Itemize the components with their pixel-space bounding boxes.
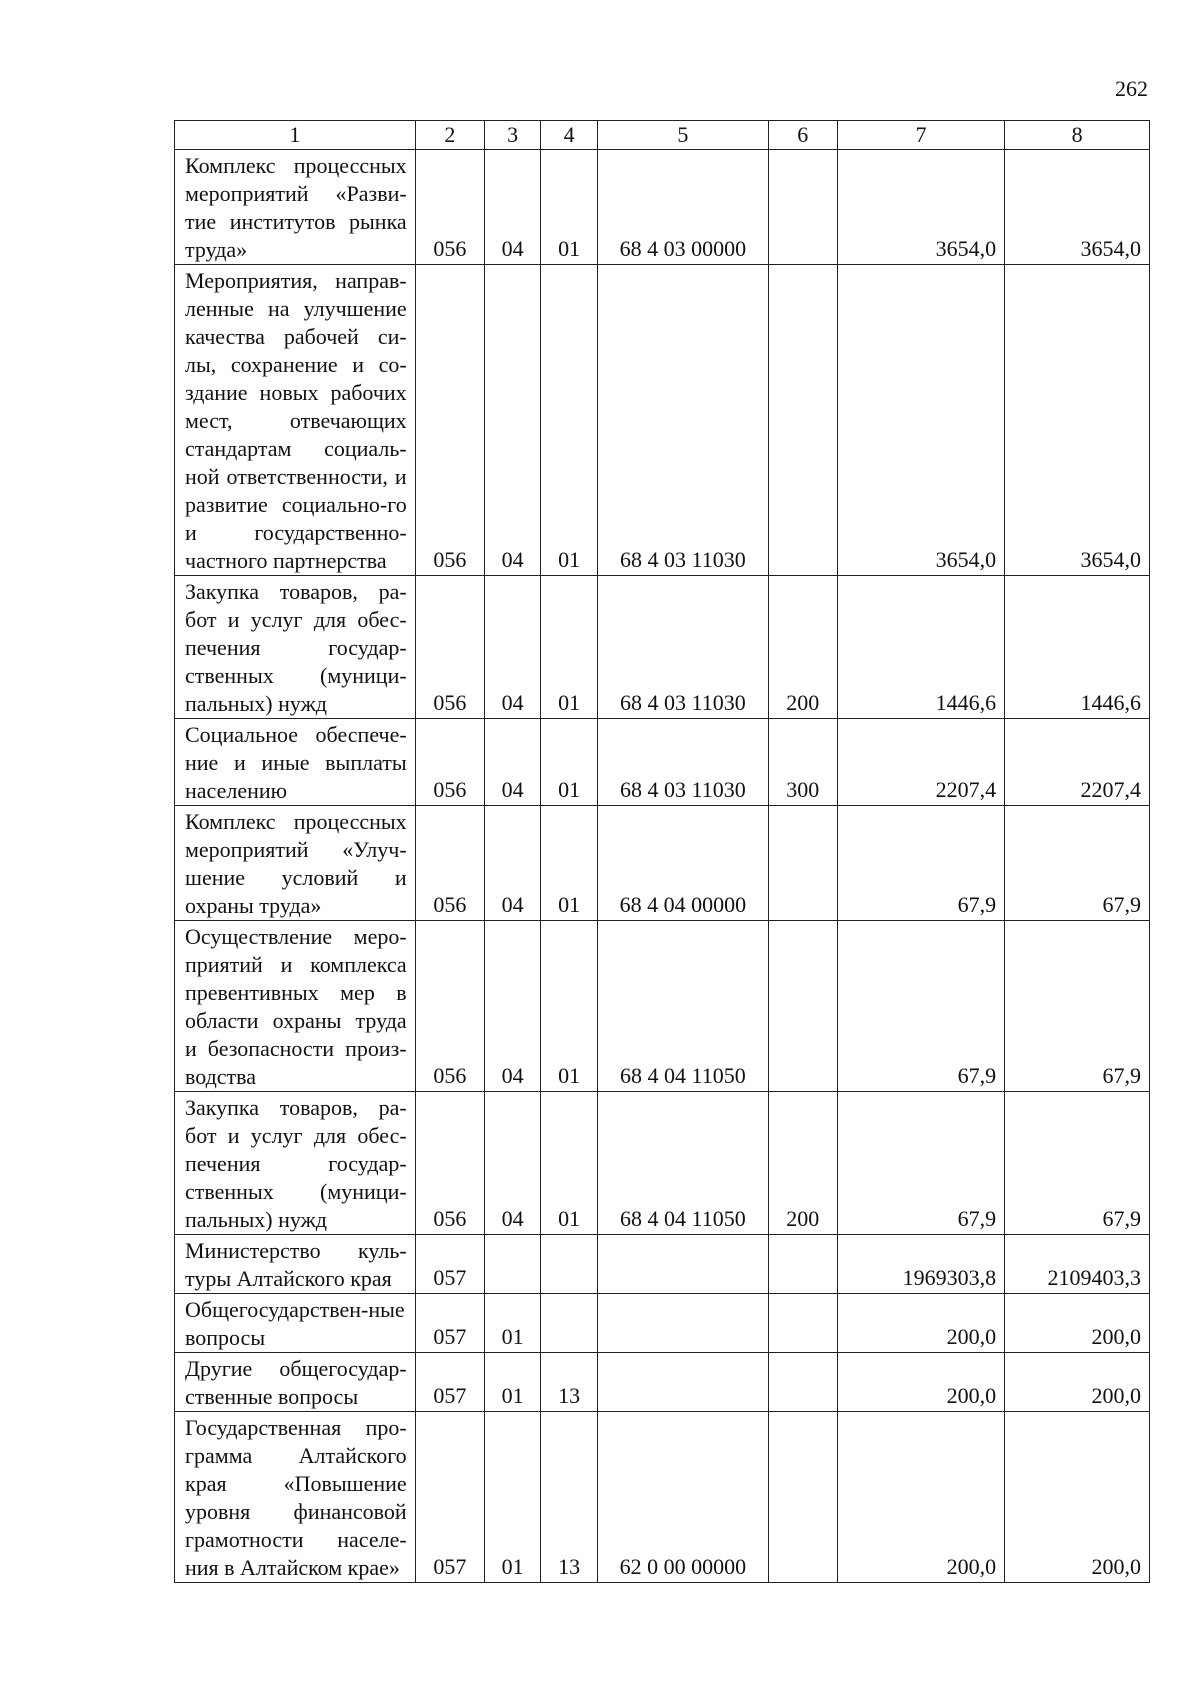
header-cell: 3 <box>485 121 541 150</box>
amount-col7-cell: 2207,4 <box>837 719 1004 806</box>
expense-type-cell <box>768 1235 837 1294</box>
amount-col8-cell: 3654,0 <box>1005 265 1150 576</box>
target-article-cell: 68 4 03 11030 <box>598 576 768 719</box>
amount-col7-cell: 3654,0 <box>837 150 1004 265</box>
row-name-cell: Общегосударствен-ные вопросы <box>175 1294 416 1353</box>
header-cell: 4 <box>541 121 598 150</box>
section-cell: 01 <box>485 1294 541 1353</box>
ministry-code-cell: 056 <box>415 719 484 806</box>
row-name-cell: Осуществление меро-приятий и комплекса превентивных мер в области охраны труда и безопасности произ-водства <box>175 921 416 1092</box>
ministry-code-cell: 057 <box>415 1353 484 1412</box>
ministry-code-cell: 056 <box>415 1092 484 1235</box>
section-cell: 04 <box>485 576 541 719</box>
amount-col8-cell: 67,9 <box>1005 1092 1150 1235</box>
subsection-cell: 01 <box>541 150 598 265</box>
expense-type-cell <box>768 1412 837 1583</box>
table-row <box>175 150 1150 265</box>
ministry-code-cell: 056 <box>415 576 484 719</box>
header-cell: 1 <box>175 121 416 150</box>
ministry-code-cell: 056 <box>415 150 484 265</box>
section-cell: 04 <box>485 719 541 806</box>
subsection-cell <box>541 1235 598 1294</box>
header-cell: 6 <box>768 121 837 150</box>
row-name-cell: Министерство куль-туры Алтайского края <box>175 1235 416 1294</box>
amount-col7-cell: 67,9 <box>837 1092 1004 1235</box>
table-row <box>175 921 1150 1092</box>
subsection-cell: 01 <box>541 1092 598 1235</box>
row-name-cell: Государственная про-грамма Алтайского края «Повышение уровня финансовой грамотности населе-ния в Алтайском крае» <box>175 1412 416 1583</box>
subsection-cell: 01 <box>541 265 598 576</box>
row-name-cell: Социальное обеспече-ние и иные выплаты населению <box>175 719 416 806</box>
row-name-cell: Закупка товаров, ра-бот и услуг для обес-печения государ-ственных (муници-пальных) нужд <box>175 1092 416 1235</box>
amount-col7-cell: 200,0 <box>837 1412 1004 1583</box>
expense-type-cell <box>768 1353 837 1412</box>
ministry-code-cell: 057 <box>415 1412 484 1583</box>
table-row <box>175 1353 1150 1412</box>
expense-type-cell: 200 <box>768 1092 837 1235</box>
amount-col8-cell: 2207,4 <box>1005 719 1150 806</box>
ministry-code-cell: 057 <box>415 1294 484 1353</box>
amount-col7-cell: 3654,0 <box>837 265 1004 576</box>
amount-col8-cell: 200,0 <box>1005 1412 1150 1583</box>
header-cell: 2 <box>415 121 484 150</box>
target-article-cell <box>598 1353 768 1412</box>
amount-col7-cell: 1969303,8 <box>837 1235 1004 1294</box>
subsection-cell: 01 <box>541 719 598 806</box>
amount-col8-cell: 200,0 <box>1005 1353 1150 1412</box>
header-row <box>175 121 1150 150</box>
subsection-cell <box>541 1294 598 1353</box>
expense-type-cell <box>768 150 837 265</box>
expense-type-cell <box>768 806 837 921</box>
target-article-cell: 68 4 03 00000 <box>598 150 768 265</box>
expense-type-cell <box>768 265 837 576</box>
row-name-cell: Закупка товаров, ра-бот и услуг для обес-печения государ-ственных (муници-пальных) нужд <box>175 576 416 719</box>
section-cell: 04 <box>485 150 541 265</box>
amount-col8-cell: 2109403,3 <box>1005 1235 1150 1294</box>
target-article-cell: 68 4 04 11050 <box>598 921 768 1092</box>
table-row <box>175 1412 1150 1583</box>
expense-type-cell <box>768 921 837 1092</box>
subsection-cell: 01 <box>541 921 598 1092</box>
amount-col8-cell: 1446,6 <box>1005 576 1150 719</box>
target-article-cell: 68 4 03 11030 <box>598 265 768 576</box>
ministry-code-cell: 056 <box>415 806 484 921</box>
amount-col7-cell: 67,9 <box>837 806 1004 921</box>
section-cell: 04 <box>485 806 541 921</box>
target-article-cell <box>598 1235 768 1294</box>
amount-col7-cell: 200,0 <box>837 1294 1004 1353</box>
target-article-cell <box>598 1294 768 1353</box>
table-row <box>175 1294 1150 1353</box>
target-article-cell: 68 4 04 00000 <box>598 806 768 921</box>
expense-type-cell: 200 <box>768 576 837 719</box>
ministry-code-cell: 057 <box>415 1235 484 1294</box>
subsection-cell: 13 <box>541 1412 598 1583</box>
ministry-code-cell: 056 <box>415 921 484 1092</box>
subsection-cell: 01 <box>541 576 598 719</box>
table-row <box>175 265 1150 576</box>
table-row <box>175 806 1150 921</box>
table-row <box>175 1092 1150 1235</box>
section-cell <box>485 1235 541 1294</box>
row-name-cell: Другие общегосудар-ственные вопросы <box>175 1353 416 1412</box>
amount-col8-cell: 200,0 <box>1005 1294 1150 1353</box>
section-cell: 04 <box>485 1092 541 1235</box>
target-article-cell: 68 4 04 11050 <box>598 1092 768 1235</box>
section-cell: 04 <box>485 265 541 576</box>
budget-table <box>174 120 1150 1583</box>
expense-type-cell: 300 <box>768 719 837 806</box>
amount-col8-cell: 3654,0 <box>1005 150 1150 265</box>
subsection-cell: 01 <box>541 806 598 921</box>
row-name-cell: Комплекс процессных мероприятий «Разви-тие институтов рынка труда» <box>175 150 416 265</box>
page-number: 262 <box>1115 76 1148 101</box>
table-row <box>175 719 1150 806</box>
row-name-cell: Мероприятия, направ-ленные на улучшение качества рабочей си-лы, сохранение и со-здание новых рабочих мест, отвечающих стандартам социаль-ной ответственности, и развитие социально-го и государственно-частного партнерства <box>175 265 416 576</box>
target-article-cell: 62 0 00 00000 <box>598 1412 768 1583</box>
ministry-code-cell: 056 <box>415 265 484 576</box>
amount-col8-cell: 67,9 <box>1005 806 1150 921</box>
section-cell: 04 <box>485 921 541 1092</box>
table-row <box>175 1235 1150 1294</box>
amount-col8-cell: 67,9 <box>1005 921 1150 1092</box>
section-cell: 01 <box>485 1412 541 1583</box>
target-article-cell: 68 4 03 11030 <box>598 719 768 806</box>
header-cell: 5 <box>598 121 768 150</box>
amount-col7-cell: 200,0 <box>837 1353 1004 1412</box>
expense-type-cell <box>768 1294 837 1353</box>
section-cell: 01 <box>485 1353 541 1412</box>
header-cell: 8 <box>1005 121 1150 150</box>
row-name-cell: Комплекс процессных мероприятий «Улуч-шение условий и охраны труда» <box>175 806 416 921</box>
subsection-cell: 13 <box>541 1353 598 1412</box>
header-cell: 7 <box>837 121 1004 150</box>
amount-col7-cell: 1446,6 <box>837 576 1004 719</box>
amount-col7-cell: 67,9 <box>837 921 1004 1092</box>
table-row <box>175 576 1150 719</box>
